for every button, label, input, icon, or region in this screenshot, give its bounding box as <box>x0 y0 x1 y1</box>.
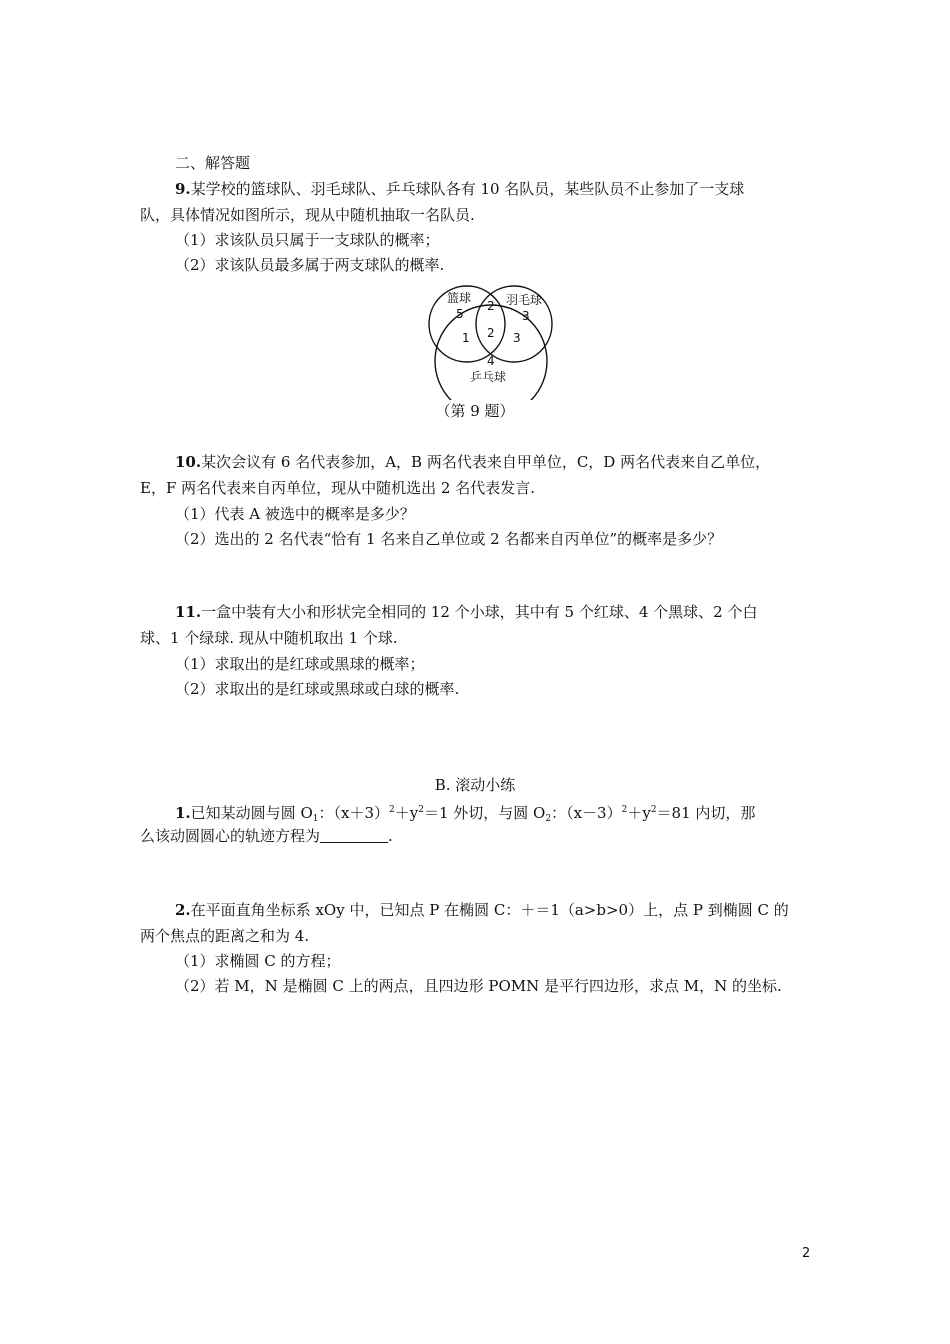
q11-number: 11. <box>175 603 202 621</box>
value-all-three: 2 <box>487 326 495 340</box>
q11-sub1: （1）求取出的是红球或黑球的概率； <box>175 655 425 673</box>
b1-superscript: 2 <box>650 805 657 815</box>
label-badminton: 羽毛球 <box>506 293 543 307</box>
q10-line2: E，F 两名代表来自丙单位，现从中随机选出 2 名代表发言. <box>140 479 535 497</box>
b1-line2 <box>140 825 393 847</box>
section-title: 二、解答题 <box>175 154 251 172</box>
q9-sub1: （1）求该队员只属于一支球队的概率； <box>175 231 440 249</box>
q11-line1 <box>175 601 757 623</box>
q9-sub2: （2）求该队员最多属于两支球队的概率. <box>175 256 445 274</box>
b2-line1 <box>175 899 789 921</box>
b2-sub2: （2）若 M，N 是椭圆 C 上的两点，且四边形 POMN 是平行四边形，求点 M，N 的坐标. <box>175 977 782 995</box>
q10-sub2: （2）选出的 2 名代表“恰有 1 名来自乙单位或 2 名都来自丙单位”的概率是多少？ <box>175 530 723 548</box>
label-basketball: 篮球 <box>447 291 472 305</box>
q9-number: 9. <box>175 180 191 198</box>
b1-part: ：（x－3） <box>551 804 622 822</box>
label-pingpong: 乒乓球 <box>470 370 507 384</box>
value-only-badminton: 3 <box>522 309 530 323</box>
b1-superscript: 2 <box>418 805 424 815</box>
answer-blank[interactable] <box>320 828 388 843</box>
b2-sub1: （1）求椭圆 C 的方程； <box>175 952 341 970</box>
value-only-basketball: 5 <box>456 307 464 321</box>
b1-subscript: 2 <box>545 814 552 824</box>
b1-number: 1. <box>175 804 191 822</box>
q10-text1: 某次会议有 6 名代表参加，A，B 两名代表来自甲单位，C，D 两名代表来自乙单位， <box>201 453 771 471</box>
value-only-pingpong: 4 <box>487 354 495 368</box>
page-number: 2 <box>802 1246 811 1261</box>
b1-period: . <box>388 827 393 845</box>
b1-part: ＋y <box>627 804 651 822</box>
q10-sub1: （1）代表 A 被选中的概率是多少？ <box>175 505 415 523</box>
value-badminton-pingpong: 3 <box>513 331 521 345</box>
q11-text1: 一盒中装有大小和形状完全相同的 12 个小球，其中有 5 个红球、4 个黑球、2 个白 <box>201 603 758 621</box>
q10-number: 10. <box>175 453 202 471</box>
b1-part: ＋y <box>394 804 419 822</box>
b1-part: ＝1 外切，与圆 O <box>423 804 546 822</box>
b1-part: 已知某动圆与圆 O <box>190 804 313 822</box>
section-b-title: B. 滚动小练 <box>434 776 516 794</box>
b1-subscript: 1 <box>312 814 319 824</box>
figure-caption: （第 9 题） <box>435 402 515 420</box>
q9-text1: 某学校的篮球队、羽毛球队、乒乓球队各有 10 名队员，某些队员不止参加了一支球 <box>190 180 745 198</box>
value-basketball-badminton: 2 <box>487 299 495 313</box>
q10-line1 <box>175 451 770 473</box>
b2-number: 2. <box>175 901 191 919</box>
q9-line1 <box>175 178 744 200</box>
q11-line2: 球、1 个绿球. 现从中随机取出 1 个球. <box>140 629 398 647</box>
b1-part: ：（x＋3） <box>318 804 389 822</box>
b2-line2: 两个焦点的距离之和为 4. <box>140 927 310 945</box>
value-basketball-pingpong: 1 <box>462 331 470 345</box>
venn-diagram <box>426 280 556 400</box>
b1-superscript: 2 <box>389 805 395 815</box>
b1-part: ＝81 内切，那 <box>656 804 756 822</box>
b1-superscript: 2 <box>621 805 628 815</box>
q11-sub2: （2）求取出的是红球或黑球或白球的概率. <box>175 680 460 698</box>
b2-text1: 在平面直角坐标系 xOy 中，已知点 P 在椭圆 C：＋＝1（a>b>0）上，点 P 到椭圆 C 的 <box>190 901 789 919</box>
q9-line2: 队，具体情况如图所示，现从中随机抽取一名队员. <box>140 206 475 224</box>
b1-text2: 么该动圆圆心的轨迹方程为 <box>140 827 321 845</box>
pingpong-circle <box>435 305 547 400</box>
